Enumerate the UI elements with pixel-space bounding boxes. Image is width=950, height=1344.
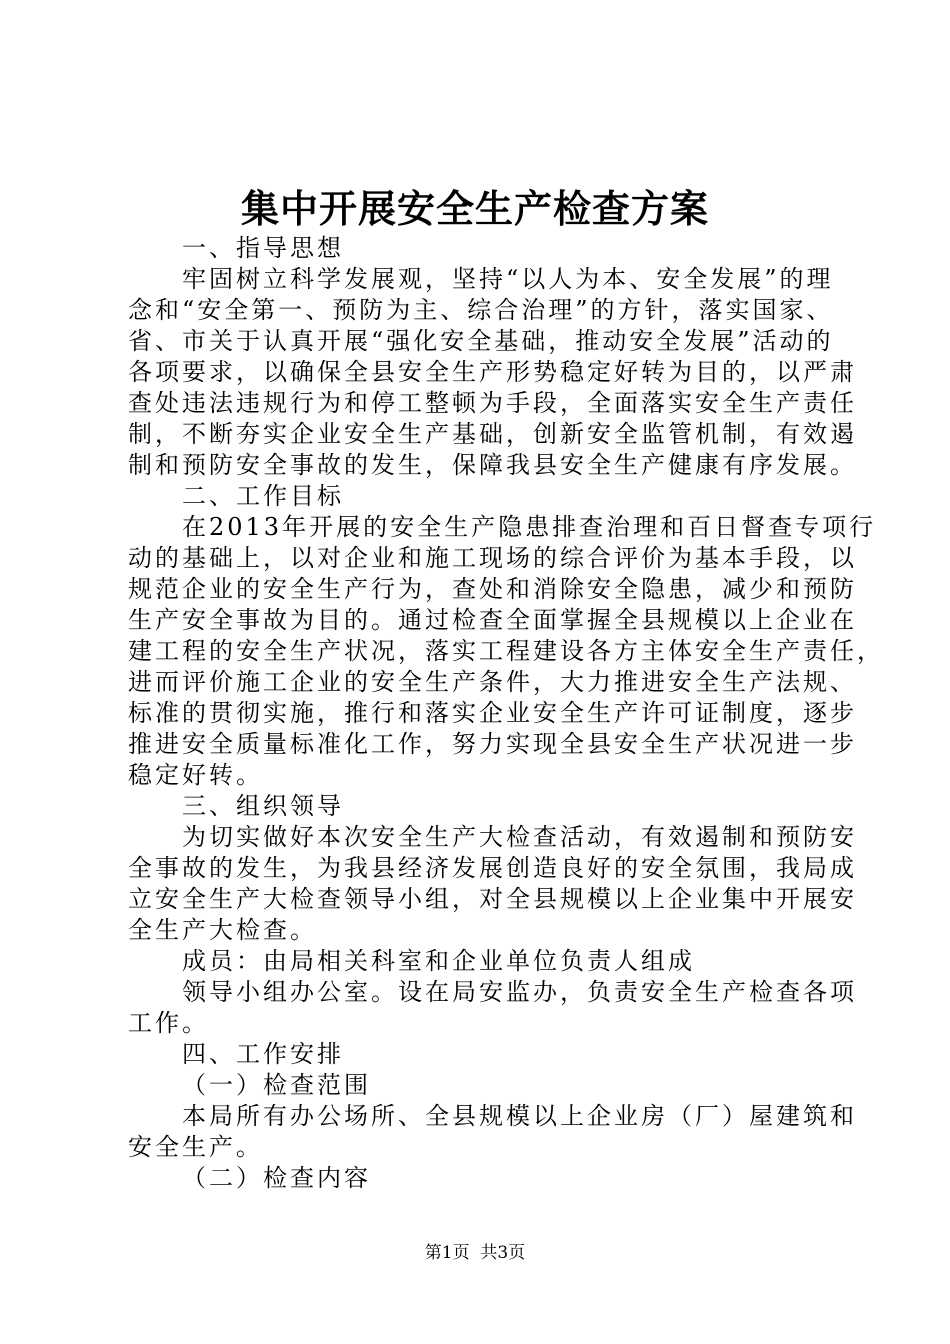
body-line: 领导小组办公室。设在局安监办，负责安全生产检查各项 <box>182 978 857 1006</box>
body-line: 标准的贯彻实施，推行和落实企业安全生产许可证制度，逐步 <box>128 699 857 727</box>
body-line: 为切实做好本次安全生产大检查活动，有效遏制和预防安 <box>182 823 857 851</box>
body-line: 成员：由局相关科室和企业单位负责人组成 <box>182 947 695 975</box>
body-line: 省、市关于认真开展“强化安全基础，推动安全发展”活动的 <box>128 327 834 355</box>
body-line: 在2013年开展的安全生产隐患排查治理和百日督查专项行 <box>182 513 877 541</box>
body-line: 推进安全质量标准化工作，努力实现全县安全生产状况进一步 <box>128 730 857 758</box>
document-title: 集中开展安全生产检查方案 <box>240 186 709 231</box>
body-line: 动的基础上，以对企业和施工现场的综合评价为基本手段，以 <box>128 544 857 572</box>
body-line: 稳定好转。 <box>128 761 263 789</box>
body-line: 念和“安全第一、预防为主、综合治理”的方针，落实国家、 <box>128 296 834 324</box>
body-line: （二）检查内容 <box>182 1164 371 1192</box>
body-line: 制和预防安全事故的发生，保障我县安全生产健康有序发展。 <box>128 451 857 479</box>
body-line: 各项要求，以确保全县安全生产形势稳定好转为目的，以严肃 <box>128 358 857 386</box>
body-line: （一）检查范围 <box>182 1071 371 1099</box>
body-line: 进而评价施工企业的安全生产条件，大力推进安全生产法规、 <box>128 668 857 696</box>
body-line: 建工程的安全生产状况，落实工程建设各方主体安全生产责任， <box>128 637 884 665</box>
page-footer: 第1页 共3页 <box>424 1243 526 1263</box>
document-body <box>128 233 884 1194</box>
body-line: 四、工作安排 <box>182 1040 344 1068</box>
body-line: 三、组织领导 <box>182 792 344 820</box>
body-line: 全生产大检查。 <box>128 916 317 944</box>
body-line: 规范企业的安全生产行为，查处和消除安全隐患，减少和预防 <box>128 575 857 603</box>
body-line: 本局所有办公场所、全县规模以上企业房（厂）屋建筑和 <box>182 1102 857 1130</box>
body-line: 工作。 <box>128 1009 209 1037</box>
body-line: 二、工作目标 <box>182 482 344 510</box>
body-line: 安全生产。 <box>128 1133 263 1161</box>
body-line: 全事故的发生，为我县经济发展创造良好的安全氛围，我局成 <box>128 854 857 882</box>
body-line: 牢固树立科学发展观，坚持“以人为本、安全发展”的理 <box>182 265 834 293</box>
body-line: 制，不断夯实企业安全生产基础，创新安全监管机制，有效遏 <box>128 420 857 448</box>
body-line: 查处违法违规行为和停工整顿为手段，全面落实安全生产责任 <box>128 389 857 417</box>
body-line: 生产安全事故为目的。通过检查全面掌握全县规模以上企业在 <box>128 606 857 634</box>
body-line: 一、指导思想 <box>182 234 344 262</box>
body-line: 立安全生产大检查领导小组，对全县规模以上企业集中开展安 <box>128 885 857 913</box>
